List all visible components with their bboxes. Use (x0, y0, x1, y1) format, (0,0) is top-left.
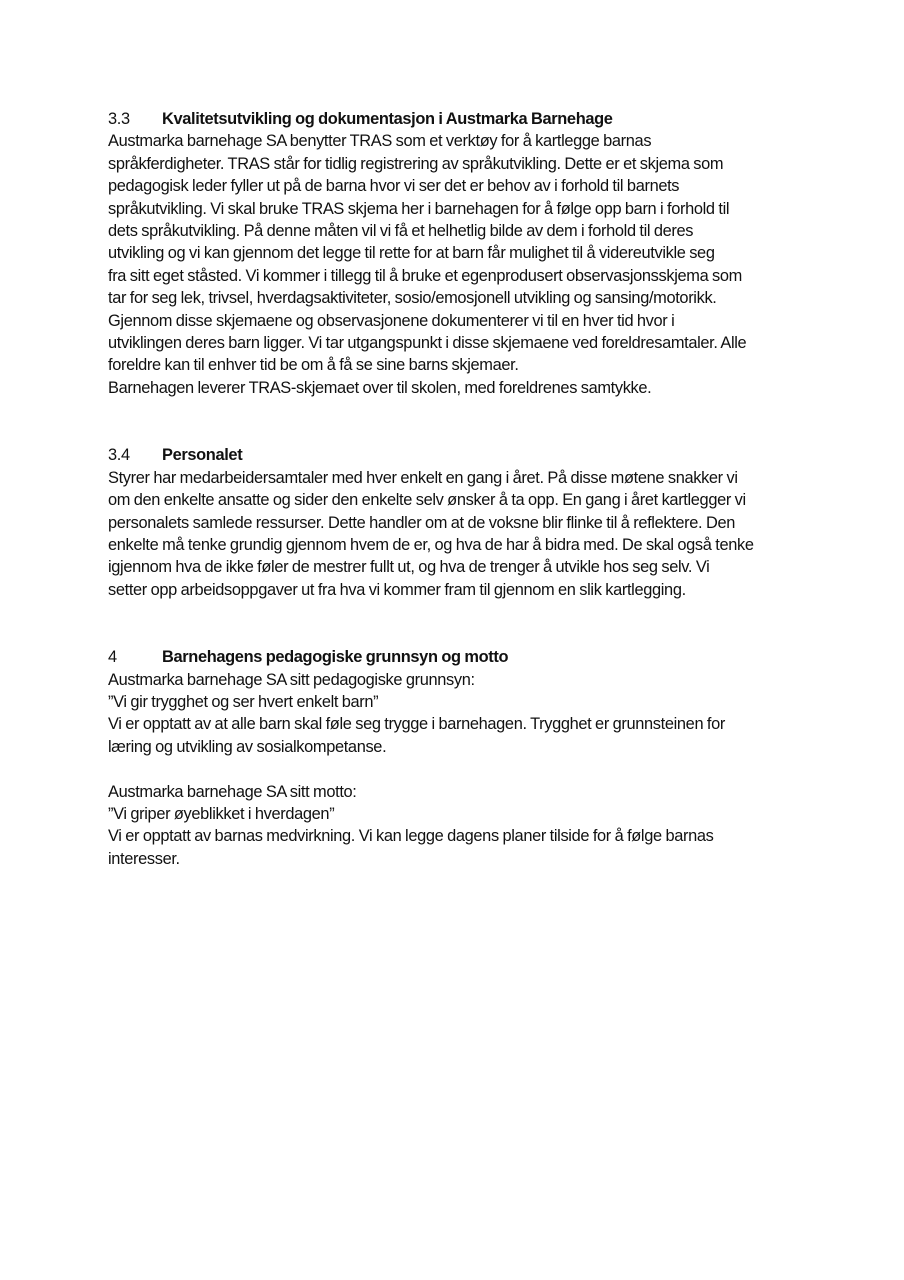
paragraph-line: interesser. (108, 849, 180, 868)
blank-line (108, 758, 808, 780)
paragraph-line: enkelte må tenke grundig gjennom hvem de er, og hva de har å bidra med. De skal også tenke (108, 535, 754, 554)
paragraph-line: Barnehagen leverer TRAS-skjemaet over til skolen, med foreldrenes samtykke. (108, 378, 652, 397)
section-spacer (108, 601, 808, 646)
section-number: 4 (108, 648, 117, 667)
section-title: Kvalitetsutvikling og dokumentasjon i Austmarka Barnehage (162, 110, 613, 128)
paragraph-line: læring og utvikling av sosialkompetanse. (108, 737, 387, 756)
paragraph-line: fra sitt eget ståsted. Vi kommer i tillegg til å bruke et egenprodusert observasjonsskjema som (108, 266, 742, 285)
quote-line: ”Vi griper øyeblikket i hverdagen” (108, 804, 335, 823)
section-title: Barnehagens pedagogiske grunnsyn og motto (162, 648, 509, 667)
paragraph-line: personalets samlede ressurser. Dette handler om at de voksne blir flinke til å reflektere. Den (108, 513, 735, 532)
paragraph-line: setter opp arbeidsoppgaver ut fra hva vi kommer fram til gjennom en slik kartlegging. (108, 580, 686, 599)
paragraph-line: pedagogisk leder fyller ut på de barna hvor vi ser det er behov av i forhold til barnets (108, 177, 680, 196)
paragraph-line: igjennom hva de ikke føler de mestrer fullt ut, og hva de trenger å utvikle hos seg selv. Vi (108, 558, 710, 577)
section-body (108, 467, 808, 601)
paragraph-line: Austmarka barnehage SA benytter TRAS som et verktøy for å kartlegge barnas (108, 132, 652, 151)
section-heading (108, 444, 808, 466)
paragraph-line: Austmarka barnehage SA sitt motto: (108, 782, 357, 801)
section-body (108, 130, 808, 399)
paragraph-line: Styrer har medarbeidersamtaler med hver enkelt en gang i året. På disse møtene snakker vi (108, 468, 738, 487)
paragraph-line: dets språkutvikling. På denne måten vil vi få et helhetlig bilde av dem i forhold til deres (108, 222, 694, 241)
paragraph-line: språkferdigheter. TRAS står for tidlig registrering av språkutvikling. Dette er et skjema som (108, 154, 724, 173)
paragraph-line: Austmarka barnehage SA sitt pedagogiske grunnsyn: (108, 670, 475, 689)
paragraph-line: språkutvikling. Vi skal bruke TRAS skjema her i barnehagen for å følge opp barn i forhold til (108, 199, 730, 218)
section-body (108, 669, 808, 871)
paragraph-line: foreldre kan til enhver tid be om å få se sine barns skjemaer. (108, 356, 519, 375)
section-number: 3.4 (108, 446, 130, 465)
paragraph-line: Gjennom disse skjemaene og observasjonene dokumenterer vi til en hver tid hvor i (108, 311, 675, 330)
section-personalet (108, 444, 808, 601)
section-heading (108, 108, 808, 130)
paragraph-line: Vi er opptatt av barnas medvirkning. Vi kan legge dagens planer tilside for å følge barnas (108, 827, 714, 846)
section-heading (108, 646, 808, 668)
section-spacer (108, 399, 808, 444)
document-page (108, 108, 808, 870)
section-number: 3.3 (108, 110, 130, 128)
section-grunnsyn-og-motto (108, 646, 808, 870)
paragraph-line: utvikling og vi kan gjennom det legge til rette for at barn får mulighet til å videreutvikle seg (108, 244, 715, 263)
section-title: Personalet (162, 446, 243, 465)
paragraph-line: Vi er opptatt av at alle barn skal føle seg trygge i barnehagen. Trygghet er grunnsteinen for (108, 715, 725, 734)
section-kvalitetsutvikling (108, 108, 808, 399)
quote-line: ”Vi gir trygghet og ser hvert enkelt barn” (108, 692, 379, 711)
paragraph-line: tar for seg lek, trivsel, hverdagsaktiviteter, sosio/emosjonell utvikling og sansing/motorikk. (108, 289, 717, 308)
paragraph-line: utviklingen deres barn ligger. Vi tar utgangspunkt i disse skjemaene ved foreldresamtaler. Alle (108, 334, 747, 353)
paragraph-line: om den enkelte ansatte og sider den enkelte selv ønsker å ta opp. En gang i året kartlegger vi (108, 491, 746, 510)
